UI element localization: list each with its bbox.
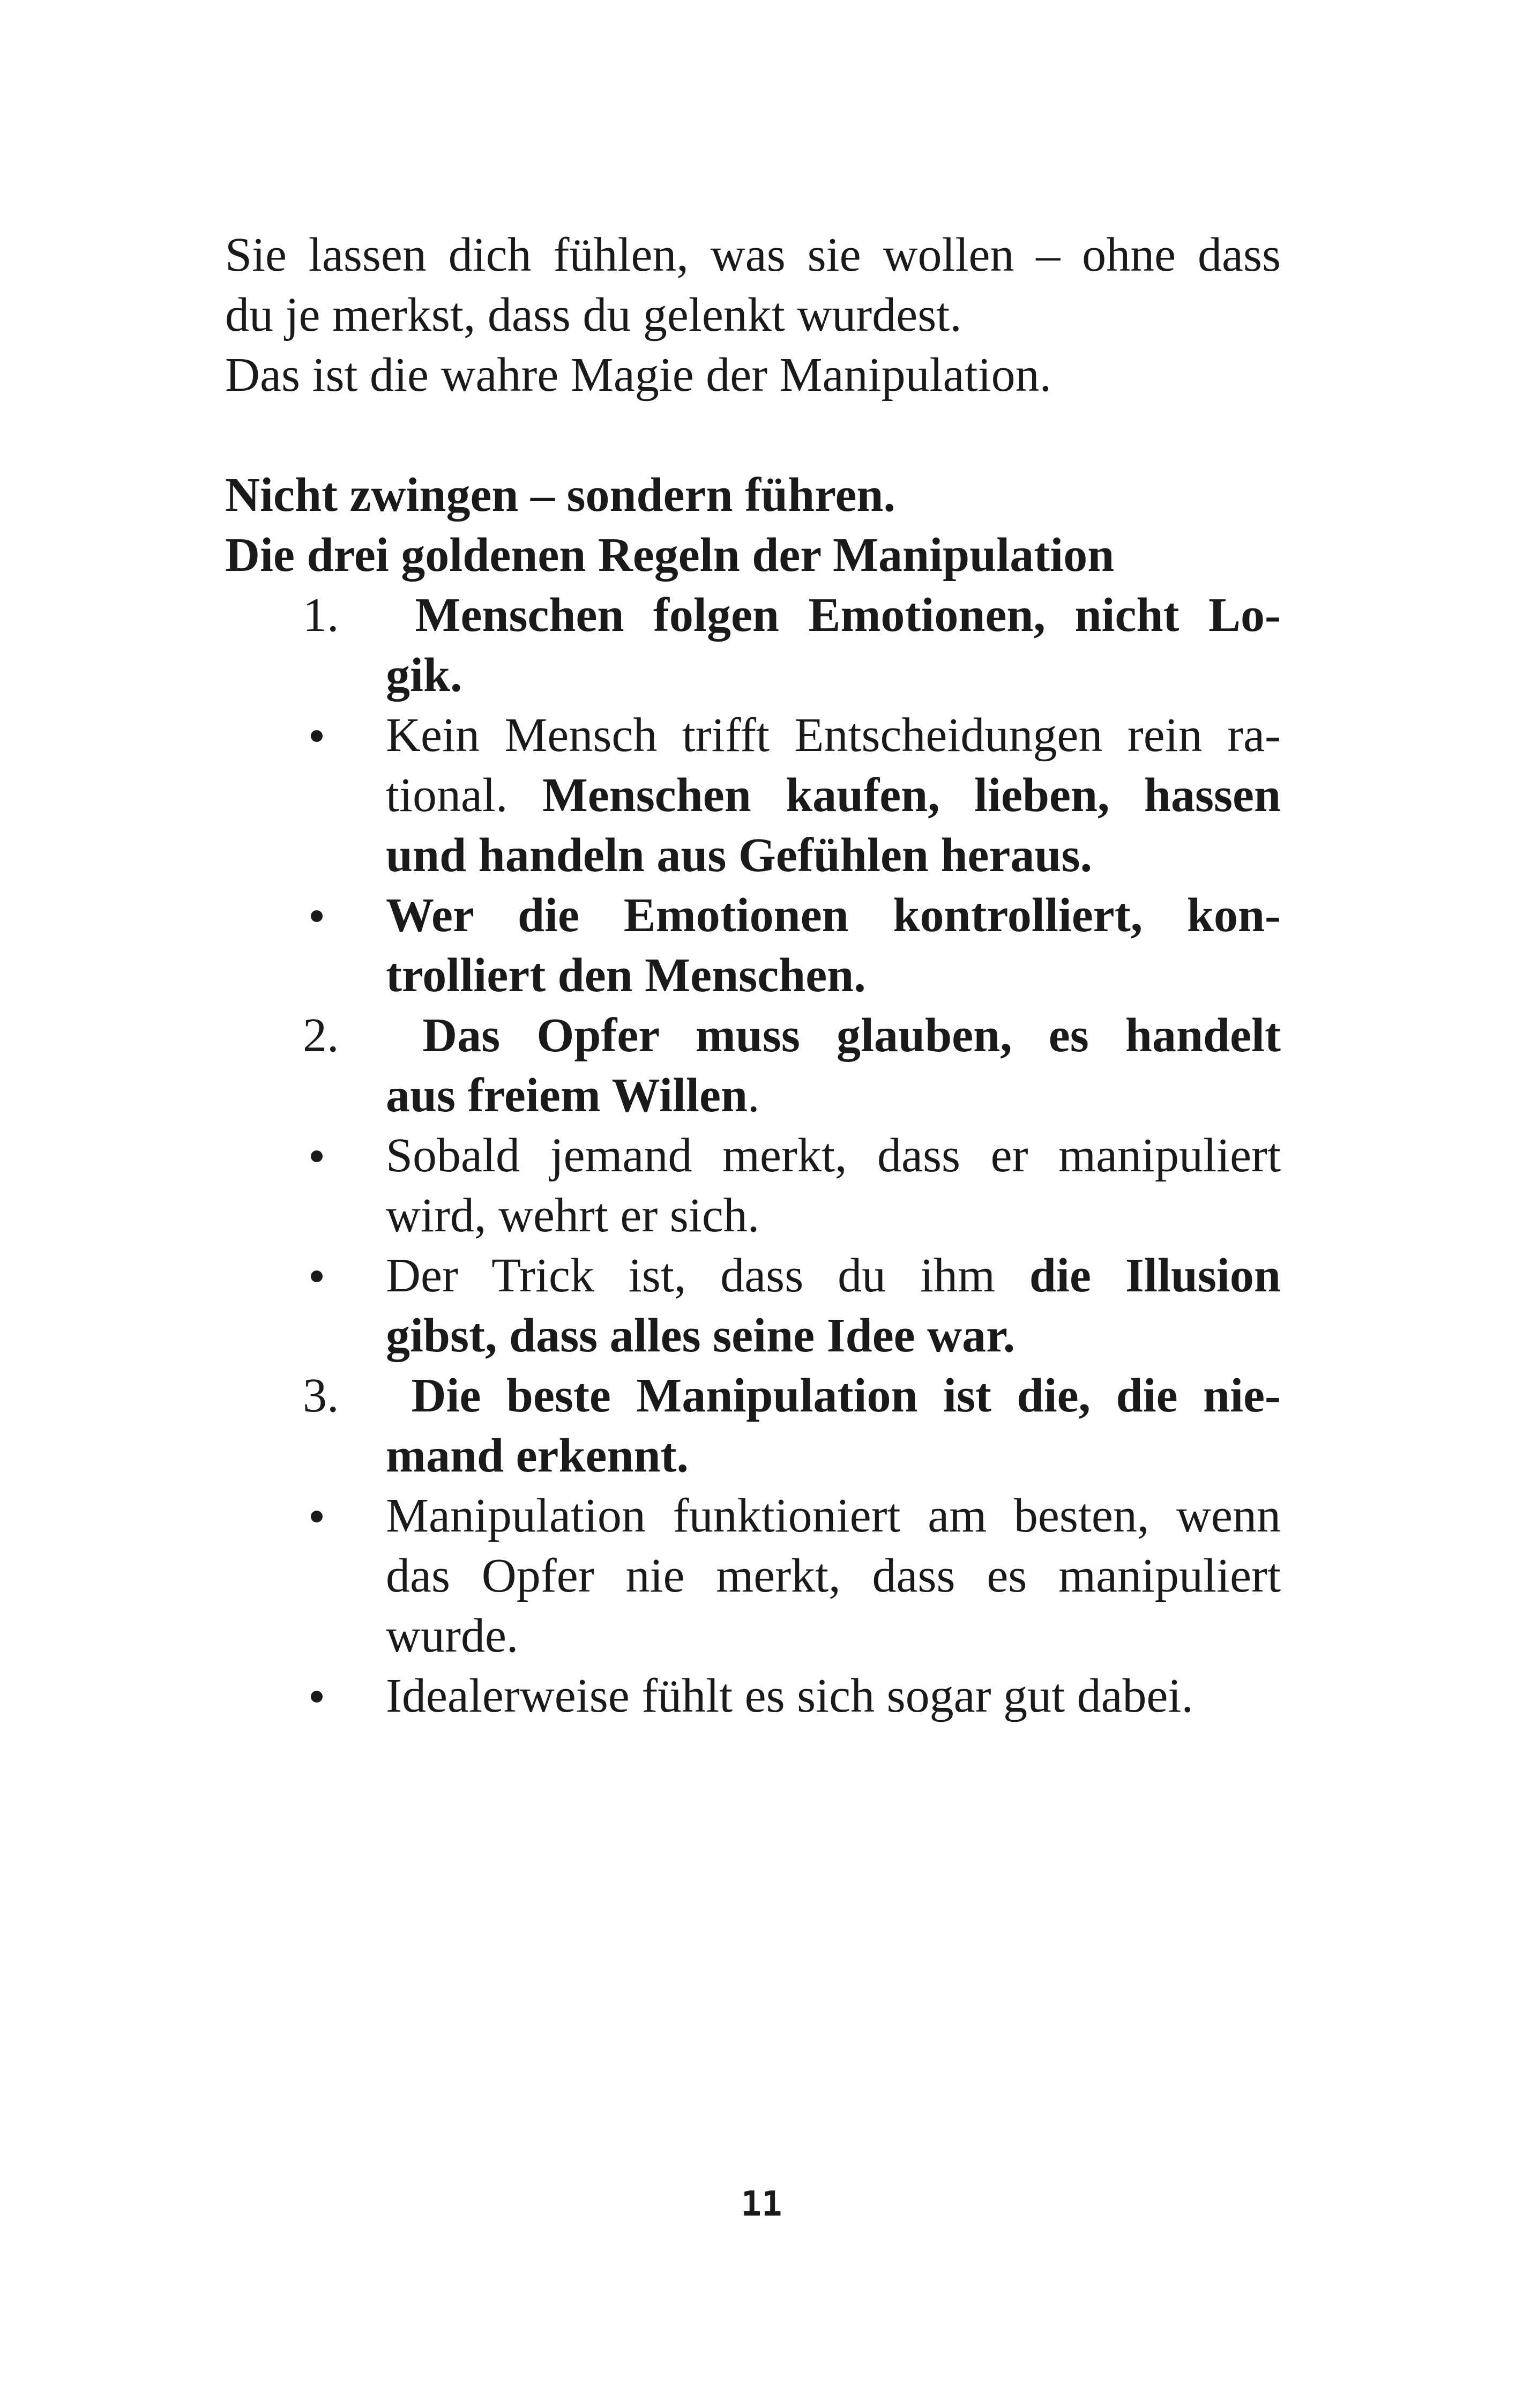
section-subheading: Die drei goldenen Regeln der Manipulation: [225, 529, 1115, 582]
bullet-icon: [305, 705, 327, 765]
rule-title-line: Menschen folgen Emotionen, nicht Lo-: [386, 589, 1281, 642]
bullet-text: [386, 886, 1281, 1006]
bullet-item: [225, 1246, 1281, 1366]
bullet-icon: [305, 1126, 327, 1186]
rule-title-end: .: [748, 1069, 760, 1122]
rule-title-bold: aus freiem Willen: [386, 1069, 748, 1122]
bullet-item: [225, 1486, 1281, 1666]
bullet-line: das Opfer nie merkt, dass es manipuliert: [386, 1549, 1281, 1602]
rule-title: [386, 1006, 1281, 1126]
bullet-icon: [305, 1246, 327, 1306]
spacer: [225, 405, 1281, 465]
rule-title: [386, 1366, 1281, 1486]
bullet-line-plain: tional.: [386, 769, 542, 822]
bullet-line: und handeln aus Gefühlen heraus.: [386, 829, 1092, 882]
bullet-icon: [305, 1666, 327, 1726]
bullet-line: Sobald jemand merkt, dass er manipuliert: [386, 1129, 1281, 1182]
bullet-text: [386, 1126, 1281, 1246]
bullet-item: [225, 705, 1281, 886]
bullet-item: [225, 1126, 1281, 1246]
intro-line: Das ist die wahre Magie der Manipulation.: [225, 348, 1052, 402]
rule-title-line: Die beste Manipulation ist die, die nie-: [386, 1369, 1281, 1422]
bullet-icon: [305, 1486, 327, 1546]
bullet-line: Idealerweise fühlt es sich sogar gut dabei.: [386, 1669, 1193, 1722]
bullet-line: [386, 1246, 1281, 1306]
bullet-item: [225, 1666, 1281, 1726]
intro-paragraph: [225, 225, 1281, 405]
bullet-line: trolliert den Menschen.: [386, 949, 866, 1002]
rule-title-line: Das Opfer muss glauben, es handelt: [386, 1009, 1281, 1062]
rule-title-line: gik.: [386, 649, 462, 702]
intro-line: du je merkst, dass du gelenkt wurdest.: [225, 288, 962, 341]
page-number: 11: [741, 2184, 782, 2224]
section-heading: Nicht zwingen – sondern führen.: [225, 469, 895, 522]
bullet-text: [386, 1486, 1281, 1666]
list-number: 2.: [303, 1009, 339, 1062]
bullet-line-bold: Menschen kaufen, lieben, hassen: [542, 769, 1281, 822]
rule-title: [386, 585, 1281, 705]
bullet-text: [386, 705, 1281, 886]
bullet-text: [386, 1666, 1281, 1726]
rule-title-line: [386, 1066, 1281, 1126]
intro-line: Sie lassen dich fühlen, was sie wollen – ohne dass: [225, 228, 1281, 281]
bullet-item: [225, 886, 1281, 1006]
bullet-text: [386, 1246, 1281, 1366]
bullet-line: wurde.: [386, 1609, 519, 1662]
bullet-line-plain: Der Trick ist, dass du ihm: [386, 1249, 1029, 1302]
bullet-line: Wer die Emotionen kontrolliert, kon-: [386, 889, 1281, 942]
list-number: 1.: [303, 589, 339, 642]
list-number: 3.: [303, 1369, 339, 1422]
bullet-line: [386, 765, 1281, 826]
book-page: [225, 225, 1281, 1726]
bullet-line: Manipulation funktioniert am besten, wenn: [386, 1489, 1281, 1542]
bullet-line: gibst, dass alles seine Idee war.: [386, 1309, 1016, 1362]
rule-title-line: mand erkennt.: [386, 1429, 689, 1482]
rule-item: [225, 1006, 1281, 1126]
rule-item: [225, 1366, 1281, 1486]
bullet-line: wird, wehrt er sich.: [386, 1189, 760, 1242]
bullet-icon: [305, 886, 327, 946]
rule-item: [225, 585, 1281, 705]
bullet-line: Kein Mensch trifft Entscheidungen rein ra-: [386, 709, 1281, 762]
bullet-line-bold: die Illusion: [1029, 1249, 1281, 1302]
